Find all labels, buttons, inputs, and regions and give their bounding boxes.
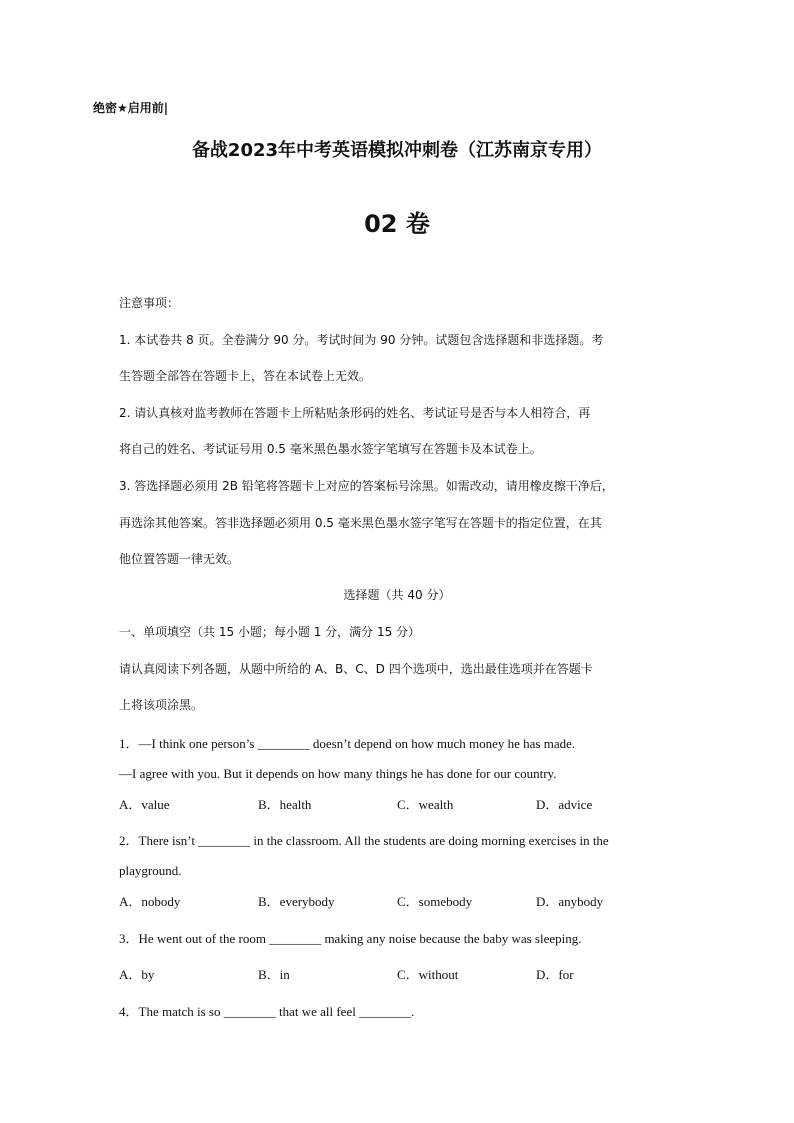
notes-line: 生答题全部答在答题卡上，答在本试卷上无效。 bbox=[119, 369, 372, 383]
question-3-option-d[interactable]: D．for bbox=[536, 967, 574, 982]
question-2-stem-cont: playground. bbox=[119, 863, 182, 878]
instruction-line: 上将该项涂黑。 bbox=[119, 698, 204, 712]
question-1-stem: 1．—I think one person’s ________ doesn’t depend on how much money he has made. bbox=[119, 736, 576, 751]
volume-label: 02 卷 bbox=[364, 210, 430, 238]
question-3-option-a[interactable]: A．by bbox=[119, 967, 155, 982]
instruction-line: 请认真阅读下列各题，从题中所给的 A、B、C、D 四个选项中，选出最佳选项并在答题卡 bbox=[119, 662, 593, 676]
question-2-option-a[interactable]: A．nobody bbox=[119, 894, 181, 909]
notes-line: 将自己的姓名、考试证号用 0.5 毫米黑色墨水签字笔填写在答题卡及本试卷上。 bbox=[119, 442, 542, 456]
question-1-option-d[interactable]: D．advice bbox=[536, 797, 593, 812]
notes-line: 1. 本试卷共 8 页。全卷满分 90 分。考试时间为 90 分钟。试题包含选择题和非选择题。考 bbox=[119, 333, 604, 347]
notes-line: 3. 答选择题必须用 2B 铅笔将答题卡上对应的答案标号涂黑。如需改动，请用橡皮擦干净后， bbox=[119, 479, 614, 493]
part-title: 一、单项填空（共 15 小题；每小题 1 分，满分 15 分） bbox=[119, 625, 421, 639]
notes-line: 再选涂其他答案。答非选择题必须用 0.5 毫米黑色墨水签字笔写在答题卡的指定位置，在其 bbox=[119, 516, 602, 530]
question-4-stem: 4．The match is so ________ that we all feel ________. bbox=[119, 1004, 415, 1019]
notes-heading: 注意事项： bbox=[119, 296, 180, 310]
question-1-option-a[interactable]: A．value bbox=[119, 797, 170, 812]
question-1-reply: —I agree with you. But it depends on how many things he has done for our country. bbox=[119, 766, 557, 781]
question-3-option-c[interactable]: C．without bbox=[397, 967, 459, 982]
question-3-option-b[interactable]: B．in bbox=[258, 967, 290, 982]
question-3-stem: 3．He went out of the room ________ making any noise because the baby was sleeping. bbox=[119, 931, 582, 946]
notes-line: 他位置答题一律无效。 bbox=[119, 552, 240, 566]
exam-title: 备战2023年中考英语模拟冲刺卷（江苏南京专用） bbox=[191, 140, 603, 161]
section-heading: 选择题（共 40 分） bbox=[343, 588, 451, 602]
question-1-option-b[interactable]: B．health bbox=[258, 797, 312, 812]
question-2-stem: 2．There isn’t ________ in the classroom. All the students are doing morning exercises in the bbox=[119, 833, 609, 848]
question-1-option-c[interactable]: C．wealth bbox=[397, 797, 454, 812]
confidential-mark: 绝密★启用前| bbox=[93, 101, 169, 115]
question-2-option-b[interactable]: B．everybody bbox=[258, 894, 335, 909]
question-2-option-d[interactable]: D．anybody bbox=[536, 894, 604, 909]
question-2-option-c[interactable]: C．somebody bbox=[397, 894, 473, 909]
notes-line: 2. 请认真核对监考教师在答题卡上所粘贴条形码的姓名、考试证号是否与本人相符合，再 bbox=[119, 406, 591, 420]
